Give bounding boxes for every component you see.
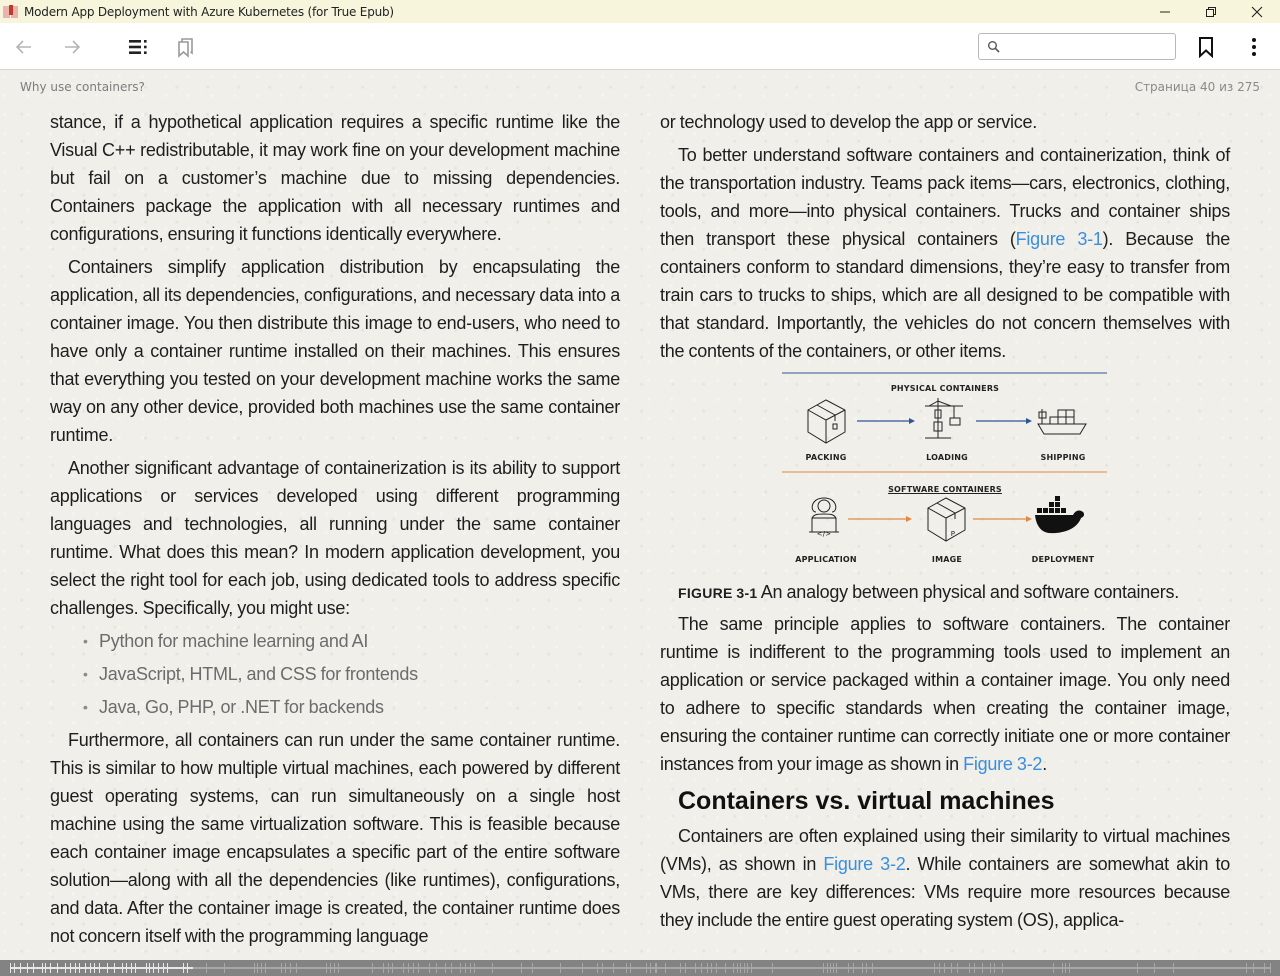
chapter-tick[interactable] — [470, 963, 471, 973]
search-input[interactable] — [1005, 37, 1170, 56]
chapter-tick[interactable] — [265, 963, 266, 973]
docker-whale-icon — [1035, 496, 1084, 533]
box-icon — [808, 400, 845, 443]
figure-label: FIGURE 3-1 — [678, 585, 758, 601]
chapter-tick[interactable] — [45, 963, 46, 973]
chapter-tick[interactable] — [261, 963, 262, 973]
list-item: • JavaScript, HTML, and CSS for frontends — [50, 660, 620, 688]
figure-step-label: SHIPPING — [1040, 453, 1086, 462]
chapter-tick[interactable] — [372, 963, 373, 973]
chapter-tick[interactable] — [597, 963, 598, 973]
close-icon — [1251, 6, 1263, 18]
chapter-tick[interactable] — [330, 963, 331, 973]
chapter-tick[interactable] — [149, 963, 150, 973]
paragraph: stance, if a hypothetical application requires a specific runtime like the Visual C++ redistributable, it may work fine on your development machine but fail on a customer’s machine due to missing dependencies. Containers package the application with all necessary runtimes and configurations, ensuring it functions identically everywhere. — [50, 112, 620, 244]
toolbar — [0, 23, 1280, 70]
paragraph: Furthermore, all containers can run under the same container runtime. This is similar to how multiple virtual machines, each powered by different guest operating systems, can run simultaneously on a single host machine using the same virtualization software. This is feasible because each container image encapsulates a specific part of the entire software solution—along with all the dependencies (like runtimes), configurations, and data. After the container image is created, the container runtime does not concern itself with the programming language — [50, 730, 620, 946]
chapter-tick[interactable] — [281, 963, 282, 973]
add-bookmark-button[interactable] — [1194, 35, 1218, 59]
chapter-tick[interactable] — [445, 963, 446, 973]
chapter-tick[interactable] — [163, 963, 164, 973]
chapter-tick[interactable] — [1053, 963, 1054, 973]
figure-3-2-link[interactable]: Figure 3-2 — [963, 754, 1043, 774]
chapter-tick[interactable] — [146, 963, 147, 973]
reading-progress-bar[interactable] — [0, 960, 1280, 976]
chapter-tick[interactable] — [436, 963, 437, 973]
chapter-tick[interactable] — [413, 963, 414, 973]
chapter-tick[interactable] — [14, 963, 15, 973]
chapter-tick[interactable] — [725, 963, 726, 973]
chapter-tick[interactable] — [701, 963, 702, 973]
chapter-tick[interactable] — [1069, 963, 1070, 973]
bullet: • — [83, 633, 88, 649]
search-field[interactable] — [978, 33, 1176, 60]
chapter-tick[interactable] — [10, 963, 11, 973]
chapter-tick[interactable] — [383, 963, 384, 973]
chapter-tick[interactable] — [740, 963, 741, 973]
chapter-tick[interactable] — [707, 963, 708, 973]
chapter-tick[interactable] — [744, 963, 745, 973]
chapter-tick[interactable] — [135, 963, 136, 973]
chapter-tick[interactable] — [969, 963, 970, 973]
minimize-icon — [1159, 6, 1171, 18]
book-icon — [3, 5, 19, 19]
chapter-tick[interactable] — [866, 963, 867, 973]
paragraph: Containers simplify application distribution by encapsulating the application, all its dependencies, configurations, and necessary data into a container image. You then distribute this image to end-users, who need to have only a container runtime installed on their machines. This ensures that everything you tested on your development machine works the same way on any other device, provided both machines use the same container runtime. — [50, 257, 620, 445]
chapter-tick[interactable] — [772, 963, 773, 973]
chapter-tick[interactable] — [326, 963, 327, 973]
chapter-tick[interactable] — [974, 963, 975, 973]
progress-track[interactable] — [10, 967, 1270, 969]
chapter-tick[interactable] — [296, 963, 297, 973]
left-column — [50, 108, 620, 955]
figure-step-label: APPLICATION — [795, 555, 857, 564]
chapter-tick[interactable] — [848, 963, 849, 973]
chapter-tick[interactable] — [126, 963, 127, 973]
chapter-tick[interactable] — [90, 963, 91, 973]
chapter-tick[interactable] — [257, 963, 258, 973]
chapter-tick[interactable] — [338, 963, 339, 973]
restore-button[interactable] — [1188, 0, 1234, 23]
chapter-tick[interactable] — [403, 963, 404, 973]
forward-button[interactable] — [60, 35, 84, 59]
chapter-tick[interactable] — [429, 963, 430, 973]
restore-icon — [1205, 6, 1217, 18]
chapter-tick[interactable] — [862, 963, 863, 973]
chapter-tick[interactable] — [418, 963, 419, 973]
arrow-right-icon — [62, 37, 82, 57]
chapter-tick[interactable] — [460, 963, 461, 973]
chapter-tick[interactable] — [751, 963, 752, 973]
chapter-tick[interactable] — [167, 963, 168, 973]
chapter-tick[interactable] — [290, 963, 291, 973]
cargo-ship-icon — [1038, 409, 1086, 434]
chapter-tick[interactable] — [158, 963, 159, 973]
figure-caption: FIGURE 3-1 An analogy between physical and software containers. — [678, 582, 1180, 602]
chapter-tick[interactable] — [994, 963, 995, 973]
figure-step-label: PACKING — [805, 453, 847, 462]
chapter-tick[interactable] — [1173, 963, 1174, 973]
figure-3-1 — [660, 370, 1230, 574]
page-indicator: Страница 40 из 275 — [1134, 80, 1260, 94]
bookmarks-list-icon — [175, 36, 197, 58]
chapter-tick[interactable] — [716, 963, 717, 973]
chapter-tick[interactable] — [131, 963, 132, 973]
paragraph: To better understand software containers and containerization, think of the transportation industry. Teams pack items—cars, electronics, clothing, tools, and more—into physical containers. Trucks and container ships then transport these physical containers (Figure 3-1). Because the containers conform to standard dimensions, they’re easy to transfer from train cars to trucks to ships, which are all designed to be compatible with that standard. Importantly, the vehicles do not concern themselves with the contents of the containers, or other items. — [660, 145, 1230, 361]
chapter-tick[interactable] — [99, 963, 100, 973]
right-column — [660, 108, 1230, 939]
chapter-tick[interactable] — [827, 963, 828, 973]
arrow-left-icon — [14, 37, 34, 57]
chapter-tick[interactable] — [388, 963, 389, 973]
chapter-tick[interactable] — [711, 963, 712, 973]
crane-icon — [925, 398, 963, 438]
search-icon — [987, 40, 1001, 54]
chapter-tick[interactable] — [665, 963, 666, 973]
figure-step-label: IMAGE — [931, 555, 963, 564]
chapter-tick[interactable] — [823, 963, 824, 973]
chapter-tick[interactable] — [957, 963, 958, 973]
chapter-tick[interactable] — [560, 963, 561, 973]
chapter-tick[interactable] — [254, 963, 255, 973]
chapter-tick[interactable] — [939, 963, 940, 973]
chapter-title: Why use containers? — [20, 80, 145, 94]
chapter-tick[interactable] — [85, 963, 86, 973]
chapter-tick[interactable] — [224, 963, 225, 973]
bullet: • — [83, 666, 88, 682]
chapter-tick[interactable] — [944, 963, 945, 973]
chapter-tick[interactable] — [747, 963, 748, 973]
chapter-tick[interactable] — [650, 963, 651, 973]
figure-3-2-link[interactable]: Figure 3-2 — [823, 854, 906, 874]
list-item: • Java, Go, PHP, or .NET for backends — [50, 693, 620, 721]
chapter-tick[interactable] — [582, 963, 583, 973]
paragraph: Containers are often explained using their similarity to virtual machines (VMs), as shown in Figure 3-2. While containers are somewhat akin to VMs, there are key differences: VMs require more resources because they include the entire guest operating system (OS), applica- — [660, 826, 1230, 930]
chapter-tick[interactable] — [57, 963, 58, 973]
language-list — [50, 627, 620, 721]
chapter-tick[interactable] — [79, 963, 80, 973]
chapter-tick[interactable] — [656, 963, 657, 973]
figure-step-label: LOADING — [926, 453, 968, 462]
chapter-tick[interactable] — [695, 963, 696, 973]
chapter-tick[interactable] — [1253, 963, 1254, 973]
chapter-tick[interactable] — [1270, 963, 1271, 973]
progress-fill — [10, 967, 193, 969]
chapter-tick[interactable] — [408, 963, 409, 973]
code-glyph: </> — [816, 530, 832, 538]
chapter-tick[interactable] — [27, 963, 28, 973]
chapter-tick[interactable] — [685, 963, 686, 973]
chapter-tick[interactable] — [990, 963, 991, 973]
chapter-tick[interactable] — [42, 963, 43, 973]
close-button[interactable] — [1234, 0, 1280, 23]
chapter-tick[interactable] — [613, 963, 614, 973]
chapter-tick[interactable] — [1137, 963, 1138, 973]
chapter-tick[interactable] — [830, 963, 831, 973]
window-title: Modern App Deployment with Azure Kubernetes (for True Epub) — [24, 4, 394, 19]
chapter-tick[interactable] — [1154, 963, 1155, 973]
chapter-tick[interactable] — [70, 963, 71, 973]
chapter-tick[interactable] — [934, 963, 935, 973]
chapter-tick[interactable] — [114, 963, 115, 973]
chapter-tick[interactable] — [183, 963, 184, 973]
paragraph: or technology used to develop the app or service. — [660, 112, 1037, 132]
chapter-tick[interactable] — [737, 963, 738, 973]
arrow-icon — [848, 516, 912, 522]
chapter-tick[interactable] — [1002, 963, 1003, 973]
paragraph: Another significant advantage of containerization is its ability to support applications or services developed using different programming languages and technologies, all running under the same container runtime. What does this mean? In modern application development, you select the right tool for each job, using dedicated tools to address specific challenges. Specifically, you might use: — [50, 458, 620, 618]
minimize-button[interactable] — [1142, 0, 1188, 23]
chapter-tick[interactable] — [20, 963, 21, 973]
chapter-tick[interactable] — [982, 963, 983, 973]
arrow-icon — [973, 516, 1032, 522]
chapter-tick[interactable] — [833, 963, 834, 973]
figure-step-label: DEPLOYMENT — [1031, 555, 1095, 564]
chapter-tick[interactable] — [50, 963, 51, 973]
chapter-tick[interactable] — [153, 963, 154, 973]
chapter-tick[interactable] — [733, 963, 734, 973]
table-of-contents-icon — [127, 37, 149, 57]
chapter-tick[interactable] — [646, 963, 647, 973]
chapter-tick[interactable] — [1246, 963, 1247, 973]
title-bar — [0, 0, 1280, 23]
reading-page — [0, 71, 1280, 960]
chapter-tick[interactable] — [334, 963, 335, 973]
more-vertical-icon — [1250, 37, 1258, 57]
chapter-tick[interactable] — [474, 963, 475, 973]
box-glyph: P — [950, 530, 956, 538]
box-icon — [928, 498, 965, 541]
chapter-tick[interactable] — [680, 963, 681, 973]
section-heading: Containers vs. virtual machines — [678, 787, 1055, 815]
back-button[interactable] — [12, 35, 36, 59]
chapter-tick[interactable] — [392, 963, 393, 973]
chapter-tick[interactable] — [626, 963, 627, 973]
chapter-tick[interactable] — [872, 963, 873, 973]
bookmark-icon — [1196, 36, 1216, 58]
chapter-tick[interactable] — [1264, 963, 1265, 973]
chapter-tick[interactable] — [630, 963, 631, 973]
bullet: • — [83, 699, 88, 715]
chapter-tick[interactable] — [951, 963, 952, 973]
chapter-tick[interactable] — [285, 963, 286, 973]
more-menu-button[interactable] — [1242, 35, 1266, 59]
paragraph: The same principle applies to software containers. The container runtime is indifferent to the programming tools used to implement an application or service packaged within a container image. You only need to adhere to specific standards when creating the container image, ensuring the container runtime can correctly initiate one or more container instances from your image as shown in Figure 3-2. — [660, 614, 1230, 774]
chapter-tick[interactable] — [853, 963, 854, 973]
chapter-tick[interactable] — [1065, 963, 1066, 973]
figure-top-title: PHYSICAL CONTAINERS — [890, 384, 1000, 393]
table-of-contents-button[interactable] — [126, 35, 150, 59]
chapter-tick[interactable] — [451, 963, 452, 973]
chapter-tick[interactable] — [107, 963, 108, 973]
chapter-tick[interactable] — [532, 963, 533, 973]
chapter-tick[interactable] — [187, 963, 188, 973]
chapter-tick[interactable] — [492, 963, 493, 973]
figure-3-1-link[interactable]: Figure 3-1 — [1015, 229, 1103, 249]
chapter-tick[interactable] — [122, 963, 123, 973]
chapter-tick[interactable] — [94, 963, 95, 973]
chapter-tick[interactable] — [1062, 963, 1063, 973]
chapter-tick[interactable] — [33, 963, 34, 973]
chapter-tick[interactable] — [65, 963, 66, 973]
chapter-tick[interactable] — [836, 963, 837, 973]
chapter-tick[interactable] — [521, 963, 522, 973]
figure-bottom-title: SOFTWARE CONTAINERS — [888, 485, 1002, 494]
arrow-icon — [976, 418, 1032, 424]
bookmarks-list-button[interactable] — [174, 35, 198, 59]
chapter-tick[interactable] — [602, 963, 603, 973]
chapter-tick[interactable] — [206, 963, 207, 973]
list-item: • Python for machine learning and AI — [50, 627, 620, 655]
chapter-tick[interactable] — [465, 963, 466, 973]
chapter-tick[interactable] — [75, 963, 76, 973]
arrow-icon — [857, 418, 915, 424]
